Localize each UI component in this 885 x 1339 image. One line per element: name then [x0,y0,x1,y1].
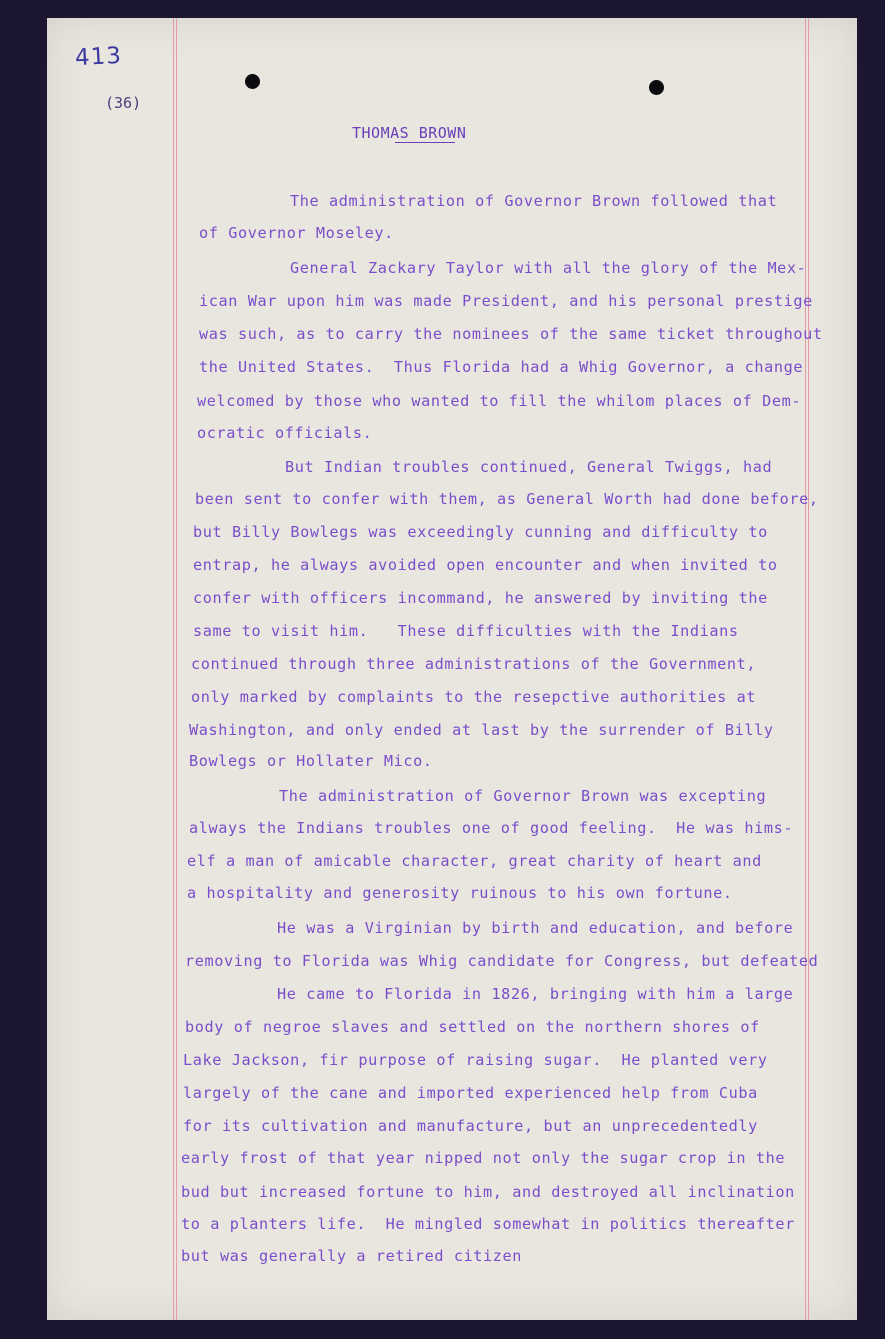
text-line: early frost of that year nipped not only the sugar crop in the [181,1149,786,1167]
text-line: But Indian troubles continued, General Twiggs, had [285,458,773,476]
text-line: been sent to confer with them, as General Worth had done before, [195,490,819,508]
text-line: the United States. Thus Florida had a Whig Governor, a change [199,358,804,376]
text-line: Lake Jackson, fir purpose of raising sugar. He planted very [183,1051,768,1069]
text-line: The administration of Governor Brown was excepting [279,787,767,805]
text-line: bud but increased fortune to him, and destroyed all inclination [181,1183,795,1201]
text-line: body of negroe slaves and settled on the northern shores of [185,1018,760,1036]
text-line: to a planters life. He mingled somewhat in politics thereafter [181,1215,795,1233]
text-line: for its cultivation and manufacture, but an unprecedentedly [183,1117,758,1135]
text-line: welcomed by those who wanted to fill the whilom places of Dem- [197,392,802,410]
text-line: General Zackary Taylor with all the glory of the Mex- [290,259,807,277]
text-line: of Governor Moseley. [199,224,394,242]
handwritten-folio-number: 413 [74,42,123,72]
text-line: He was a Virginian by birth and education, and before [277,919,794,937]
text-line: continued through three administrations of the Government, [191,655,757,673]
text-line: a hospitality and generosity ruinous to his own fortune. [187,884,733,902]
page-title: THOMAS BROWN [352,124,467,142]
text-line: only marked by complaints to the resepctive authorities at [191,688,757,706]
document-page [47,18,857,1320]
text-line: ican War upon him was made President, and his personal prestige [199,292,813,310]
page-number: (36) [105,94,142,112]
text-line: ocratic officials. [197,424,373,442]
text-line: removing to Florida was Whig candidate for Congress, but defeated [185,952,819,970]
typed-body-text [47,18,857,1320]
text-line: was such, as to carry the nominees of the same ticket throughout [199,325,823,343]
text-line: but was generally a retired citizen [181,1247,523,1265]
text-line: The administration of Governor Brown followed that [290,192,778,210]
text-line: He came to Florida in 1826, bringing with him a large [277,985,794,1003]
text-line: same to visit him. These difficulties with the Indians [193,622,739,640]
text-line: elf a man of amicable character, great charity of heart and [187,852,762,870]
text-line: Washington, and only ended at last by the surrender of Billy [189,721,774,739]
text-line: always the Indians troubles one of good feeling. He was hims- [189,819,794,837]
text-line: confer with officers incommand, he answered by inviting the [193,589,768,607]
text-line: Bowlegs or Hollater Mico. [189,752,433,770]
text-line: but Billy Bowlegs was exceedingly cunning and difficulty to [193,523,768,541]
text-line: largely of the cane and imported experienced help from Cuba [183,1084,758,1102]
text-line: entrap, he always avoided open encounter and when invited to [193,556,778,574]
